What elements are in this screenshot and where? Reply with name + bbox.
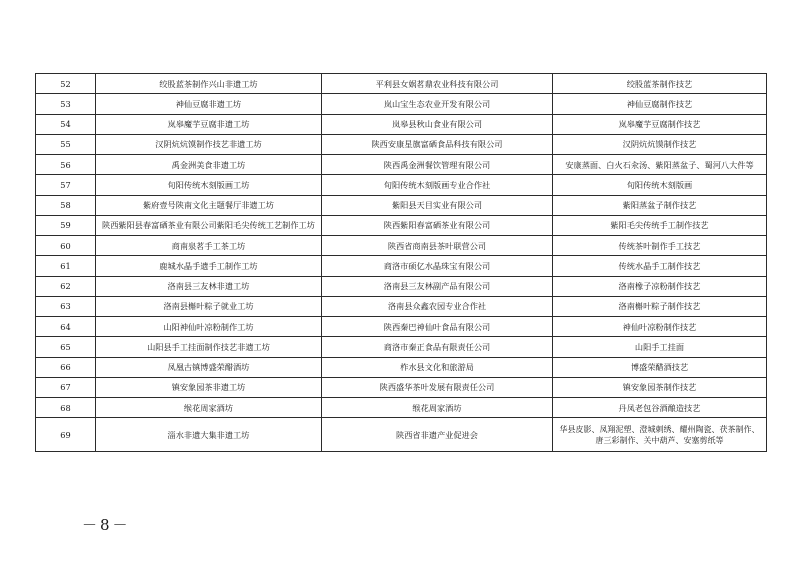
row-number: 61 — [36, 256, 96, 276]
table-row — [36, 317, 767, 337]
row-number: 59 — [36, 215, 96, 235]
company-name: 陕西禹金洲餐饮管理有限公司 — [322, 155, 553, 175]
table-body — [36, 74, 767, 452]
craft-name: 传统茶叶制作手工技艺 — [553, 236, 767, 256]
workshop-name: 禹金洲美食非遗工坊 — [96, 155, 322, 175]
craft-name: 神仙豆腐制作技艺 — [553, 94, 767, 114]
workshop-name: 缑花周家酒坊 — [96, 398, 322, 418]
table-row — [36, 175, 767, 195]
table-row — [36, 94, 767, 114]
table-row — [36, 357, 767, 377]
company-name: 商洛市秦正食品有限责任公司 — [322, 337, 553, 357]
workshop-name: 山阳神仙叶凉粉制作工坊 — [96, 317, 322, 337]
company-name: 岚山宝生态农业开发有限公司 — [322, 94, 553, 114]
workshop-name: 凤凰古镇博盛荣醋酒坊 — [96, 357, 322, 377]
table-row — [36, 195, 767, 215]
company-name: 陕西秦巴神仙叶食品有限公司 — [322, 317, 553, 337]
row-number: 68 — [36, 398, 96, 418]
page-number: －8－ — [82, 516, 131, 534]
row-number: 58 — [36, 195, 96, 215]
craft-name: 传统水晶手工制作技艺 — [553, 256, 767, 276]
workshop-name: 淄水非遗大集非遗工坊 — [96, 418, 322, 452]
table-row — [36, 296, 767, 316]
table-row — [36, 398, 767, 418]
row-number: 55 — [36, 134, 96, 154]
workshop-name: 神仙豆腐非遗工坊 — [96, 94, 322, 114]
company-name: 洛南县众鑫农园专业合作社 — [322, 296, 553, 316]
workshop-name: 陕西紫阳县春富硒茶业有限公司紫阳毛尖传统工艺制作工坊 — [96, 215, 322, 235]
row-number: 66 — [36, 357, 96, 377]
table-row — [36, 256, 767, 276]
row-number: 62 — [36, 276, 96, 296]
craft-name: 华县皮影、凤翔泥塑、澄城刺绣、耀州陶瓷、茯茶制作、唐三彩制作、关中葫芦、安塞剪纸等 — [553, 418, 767, 452]
workshop-name: 岚皋魔芋豆腐非遗工坊 — [96, 114, 322, 134]
company-name: 陕西安康星旗富硒食品科技有限公司 — [322, 134, 553, 154]
craft-name: 洛南槲叶粽子制作技艺 — [553, 296, 767, 316]
table-row — [36, 418, 767, 452]
row-number: 56 — [36, 155, 96, 175]
table-row — [36, 377, 767, 397]
company-name: 陕西省商南县茶叶联营公司 — [322, 236, 553, 256]
row-number: 54 — [36, 114, 96, 134]
company-name: 商洛市硕亿水晶珠宝有限公司 — [322, 256, 553, 276]
company-name: 紫阳县天目实业有限公司 — [322, 195, 553, 215]
company-name: 缑花周家酒坊 — [322, 398, 553, 418]
row-number: 52 — [36, 74, 96, 94]
craft-name: 紫阳毛尖传统手工制作技艺 — [553, 215, 767, 235]
workshop-name: 商南泉茗手工茶工坊 — [96, 236, 322, 256]
workshop-name: 紫府壹号陕南文化主题餐厅非遗工坊 — [96, 195, 322, 215]
row-number: 69 — [36, 418, 96, 452]
craft-name: 博盛荣醋酒技艺 — [553, 357, 767, 377]
company-name: 旬阳传统木刻版画专业合作社 — [322, 175, 553, 195]
table-row — [36, 114, 767, 134]
workshop-name: 洛南县三友林非遗工坊 — [96, 276, 322, 296]
company-name: 陕西盛华茶叶发展有限责任公司 — [322, 377, 553, 397]
company-name: 洛南县三友林副产品有限公司 — [322, 276, 553, 296]
workshop-name: 镇安象园茶非遗工坊 — [96, 377, 322, 397]
workshop-table — [35, 73, 767, 452]
table-row — [36, 74, 767, 94]
craft-name: 镇安象园茶制作技艺 — [553, 377, 767, 397]
row-number: 60 — [36, 236, 96, 256]
workshop-name: 汉阴炕炕馍制作技艺非遗工坊 — [96, 134, 322, 154]
company-name: 平利县女娲茗鼎农业科技有限公司 — [322, 74, 553, 94]
table-row — [36, 134, 767, 154]
row-number: 64 — [36, 317, 96, 337]
craft-name: 旬阳传统木刻版画 — [553, 175, 767, 195]
company-name: 岚皋县秋山食业有限公司 — [322, 114, 553, 134]
table-row — [36, 337, 767, 357]
table-row — [36, 215, 767, 235]
craft-name: 丹凤老包谷酒酿造技艺 — [553, 398, 767, 418]
table-row — [36, 276, 767, 296]
row-number: 65 — [36, 337, 96, 357]
workshop-name: 山阳县手工挂面制作技艺非遗工坊 — [96, 337, 322, 357]
craft-name: 山阳手工挂面 — [553, 337, 767, 357]
row-number: 63 — [36, 296, 96, 316]
craft-name: 汉阴炕炕馍制作技艺 — [553, 134, 767, 154]
workshop-name: 鹿城水晶手遗手工制作工坊 — [96, 256, 322, 276]
craft-name: 绞股蓝茶制作技艺 — [553, 74, 767, 94]
craft-name: 紫阳蒸盆子制作技艺 — [553, 195, 767, 215]
company-name: 陕西省非遗产业促进会 — [322, 418, 553, 452]
workshop-name: 绞股蓝茶制作兴山非遗工坊 — [96, 74, 322, 94]
company-name: 柞水县文化和旅游局 — [322, 357, 553, 377]
craft-name: 岚皋魔芋豆腐制作技艺 — [553, 114, 767, 134]
craft-name: 安康蒸面、白火石汆汤、紫阳蒸盆子、蜀河八大件等 — [553, 155, 767, 175]
row-number: 57 — [36, 175, 96, 195]
company-name: 陕西紫阳春富硒茶业有限公司 — [322, 215, 553, 235]
row-number: 67 — [36, 377, 96, 397]
craft-name: 神仙叶凉粉制作技艺 — [553, 317, 767, 337]
row-number: 53 — [36, 94, 96, 114]
workshop-name: 洛南县槲叶粽子就业工坊 — [96, 296, 322, 316]
craft-name: 洛南橡子凉粉制作技艺 — [553, 276, 767, 296]
table-row — [36, 236, 767, 256]
table-row — [36, 155, 767, 175]
workshop-name: 旬阳传统木刻版画工坊 — [96, 175, 322, 195]
